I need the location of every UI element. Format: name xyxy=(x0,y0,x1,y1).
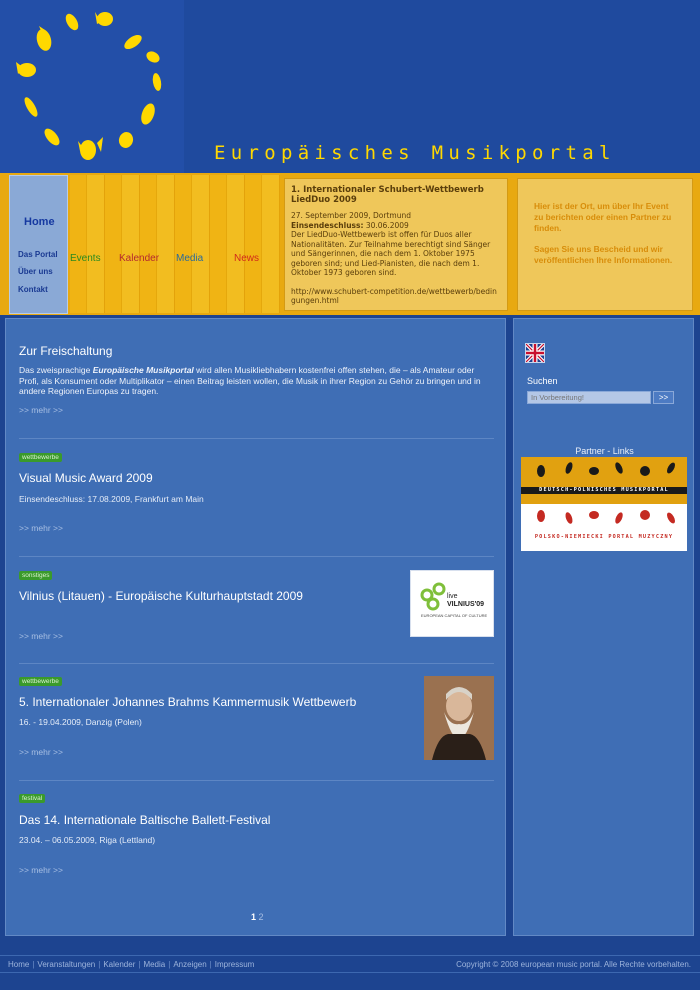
nav-home-link[interactable]: Home xyxy=(24,216,55,228)
tab-events[interactable]: Events xyxy=(70,253,101,264)
footer-link-home[interactable]: Home xyxy=(8,960,30,969)
partner-banner-de-text: DEUTSCH-POLNISCHES MUSIKPORTAL xyxy=(521,487,687,494)
news-ticker-deadline: Einsendeschluss: 30.06.2009 xyxy=(291,220,409,230)
partner-banner-pl xyxy=(521,504,687,551)
page-link[interactable]: 2 xyxy=(258,912,264,922)
promo-text-1: Hier ist der Ort, um über Ihr Event zu berichten oder einen Partner zu finden. xyxy=(534,201,672,233)
footer-link-kalender[interactable]: Kalender xyxy=(103,960,136,969)
instrument-figure xyxy=(151,72,162,91)
svg-text:live: live xyxy=(447,593,458,600)
nav-stripes xyxy=(70,175,280,313)
instrument-figure xyxy=(80,140,96,160)
page-current: 1 xyxy=(251,912,257,922)
instrument-figure xyxy=(589,511,599,519)
news-ticker-body: Der LiedDuo-Wettbewerb ist offen für Duos aller Nationalitäten. Zur Teilnahme berechtigt sind Sänger und Sängerinnen, die nach dem 1. Oktober 1975 geboren sind; und Lied-Pianisten, die nach dem 1. Oktober 1973 geboren sind. xyxy=(291,230,491,277)
svg-text:VILNIUS'09: VILNIUS'09 xyxy=(447,601,485,608)
divider xyxy=(19,438,494,439)
instrument-figure xyxy=(34,28,53,53)
article-meta: 16. - 19.04.2009, Danzig (Polen) xyxy=(19,717,142,727)
instrument-figure xyxy=(665,511,676,524)
uk-flag-icon[interactable] xyxy=(525,343,545,363)
instrument-figure xyxy=(537,510,545,522)
promo-text-2: Sagen Sie uns Bescheid und wir veröffentlichen Ihre Informationen. xyxy=(534,244,673,265)
article-more-link[interactable]: >> mehr >> xyxy=(19,523,63,533)
brahms-portrait-thumbnail[interactable] xyxy=(424,676,494,760)
tab-kalender[interactable]: Kalender xyxy=(119,253,160,264)
main-content xyxy=(5,318,506,936)
category-tag[interactable]: wettbewerbe xyxy=(19,677,62,686)
article-title[interactable]: Vilnius (Litauen) - Europäische Kulturhauptstadt 2009 xyxy=(19,589,303,603)
instrument-figure xyxy=(139,102,158,127)
category-tag[interactable]: wettbewerbe xyxy=(19,453,62,462)
news-ticker-link[interactable]: http://www.schubert-competition.de/wettbewerb/bedingungen.html xyxy=(291,286,497,305)
news-ticker-date: 27. September 2009, Dortmund xyxy=(291,211,411,220)
article-more-link[interactable]: >> mehr >> xyxy=(19,865,63,875)
search-button[interactable]: >> xyxy=(653,391,674,404)
instrument-figure xyxy=(22,95,40,118)
news-ticker-box[interactable] xyxy=(284,178,508,311)
nav-kontakt-link[interactable]: Kontakt xyxy=(18,285,48,294)
partner-banner[interactable] xyxy=(521,457,687,551)
partner-banner-pl-text: POLSKO-NIEMIECKI PORTAL MUZYCZNY xyxy=(534,534,674,540)
footer-link-impressum[interactable]: Impressum xyxy=(214,960,255,969)
footer-link-media[interactable]: Media xyxy=(143,960,166,969)
header xyxy=(0,0,700,173)
instrument-figure xyxy=(97,12,113,26)
instrument-figure xyxy=(63,12,81,33)
feature-more-link[interactable]: >> mehr >> xyxy=(19,405,63,415)
instrument-figure xyxy=(614,511,625,524)
instrument-figure xyxy=(144,49,161,65)
instrument-figure xyxy=(42,126,63,148)
footer xyxy=(0,955,700,973)
promo-box xyxy=(517,178,693,311)
news-ticker-title[interactable]: 1. Internationaler Schubert-Wettbewerb LiedDuo 2009 xyxy=(291,185,484,205)
search-label: Suchen xyxy=(527,376,558,386)
tab-media[interactable]: Media xyxy=(176,253,204,264)
partner-banner-de xyxy=(521,457,687,504)
footer-links: Home | Veranstaltungen | Kalender | Media | Anzeigen | Impressum xyxy=(8,960,255,969)
instrument-figure xyxy=(564,461,574,474)
divider xyxy=(19,556,494,557)
site-logo[interactable] xyxy=(0,0,184,173)
article-meta: Einsendeschluss: 17.08.2009, Frankfurt am Main xyxy=(19,494,204,504)
nav-ueber-uns-link[interactable]: Über uns xyxy=(18,267,53,276)
svg-text:EUROPEAN CAPITAL OF CULTURE: EUROPEAN CAPITAL OF CULTURE xyxy=(421,613,488,618)
instrument-figure xyxy=(537,465,545,477)
feature-title: Zur Freischaltung xyxy=(19,344,113,358)
tab-news[interactable]: News xyxy=(234,253,260,264)
category-tag[interactable]: festival xyxy=(19,794,45,803)
category-tag[interactable]: sonstiges xyxy=(19,571,52,580)
search-input[interactable] xyxy=(527,391,651,404)
instrument-figure xyxy=(589,467,599,475)
instrument-figure xyxy=(122,32,144,52)
instrument-figure xyxy=(614,461,625,474)
divider xyxy=(19,780,494,781)
instrument-figure xyxy=(117,130,135,149)
footer-link-anzeigen[interactable]: Anzeigen xyxy=(173,960,207,969)
instrument-figure xyxy=(564,511,574,524)
article-meta: 23.04. – 06.05.2009, Riga (Lettland) xyxy=(19,835,156,845)
vilnius-logo-thumbnail[interactable] xyxy=(410,570,494,637)
sidebar xyxy=(513,318,694,936)
article-more-link[interactable]: >> mehr >> xyxy=(19,631,63,641)
article-title[interactable]: Visual Music Award 2009 xyxy=(19,471,153,485)
footer-link-veranstaltungen[interactable]: Veranstaltungen xyxy=(37,960,96,969)
feature-text: Das zweisprachige Europäische Musikportal wird allen Musikliebhabern kostenfrei offen stehen, die – als Amateur oder Profi, als Konsument oder Multiplikator – einen Beitrag leisten wollen, die Musik in ihrer Region zu Gehör zu bringen und in andere Regionen Europas zu tragen. xyxy=(19,365,481,396)
pagination xyxy=(251,912,264,922)
left-nav xyxy=(9,175,68,314)
article-more-link[interactable]: >> mehr >> xyxy=(19,747,63,757)
partner-links-title: Partner - Links xyxy=(575,446,634,456)
divider xyxy=(19,663,494,664)
copyright: Copyright © 2008 european music portal. Alle Rechte vorbehalten. xyxy=(456,960,691,969)
article-title[interactable]: 5. Internationaler Johannes Brahms Kammermusik Wettbewerb xyxy=(19,695,357,709)
site-title: Europäisches Musikportal xyxy=(214,142,616,164)
article-title[interactable]: Das 14. Internationale Baltische Ballett-Festival xyxy=(19,813,271,827)
nav-das-portal-link[interactable]: Das Portal xyxy=(18,250,58,259)
instrument-figure xyxy=(665,461,676,474)
instrument-figure xyxy=(640,510,650,520)
instrument-figure xyxy=(640,466,650,476)
